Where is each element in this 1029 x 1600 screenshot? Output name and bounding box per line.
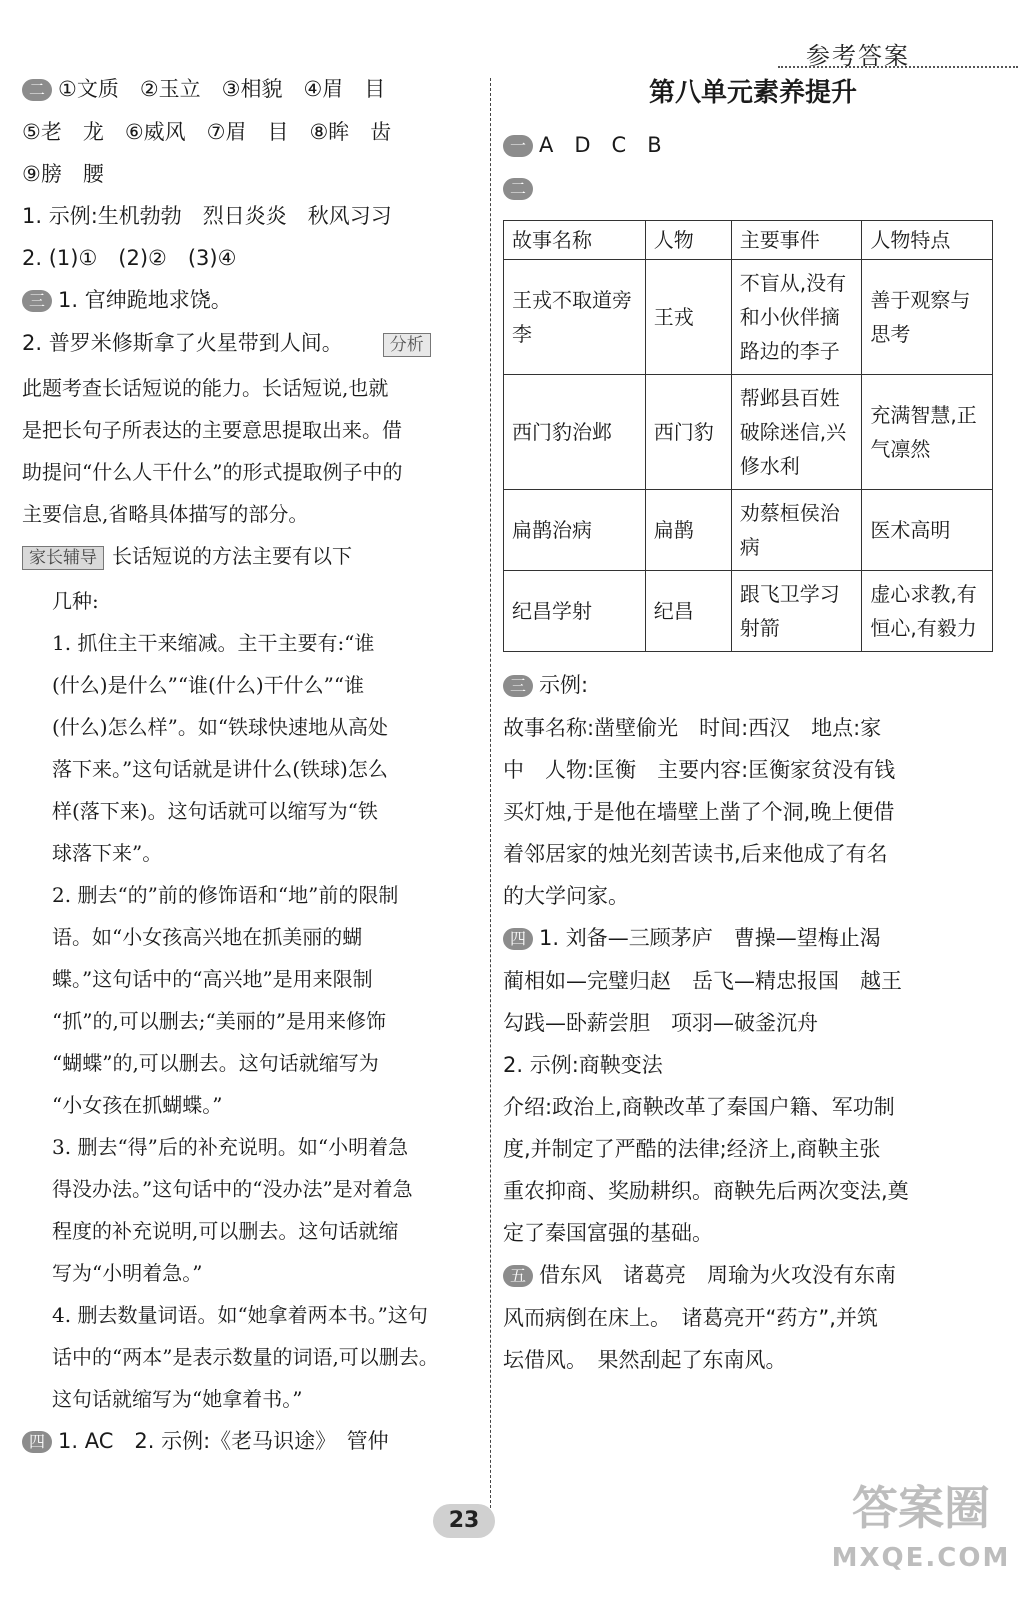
r-s3-line: 买灯烛,于是他在墙壁上凿了个洞,晚上便借	[503, 800, 895, 824]
table-row	[504, 490, 993, 571]
r-s4-line: 蔺相如—完璧归赵 岳飞—精忠报国 越王	[503, 969, 902, 993]
section-badge-4: 四	[503, 928, 533, 950]
analysis-tag: 分析	[383, 333, 431, 357]
r-s4-line: 度,并制定了严酷的法律;经济上,商鞅主张	[503, 1137, 881, 1161]
r-s4-first: 四 1. 刘备—三顾茅庐 曹操—望梅止渴	[503, 927, 1003, 950]
r-s4-line: 定了秦国富强的基础。	[503, 1221, 713, 1245]
r-s3-line: 故事名称:凿壁偷光 时间:西汉 地点:家	[503, 716, 882, 740]
table-cell: 王戎	[645, 260, 731, 375]
watermark-logo	[826, 1478, 1016, 1588]
r-s4-line: 2. 示例:商鞅变法	[503, 1053, 663, 1077]
parent-guide-line: 得没办法。”这句话中的“没办法”是对着急	[52, 1177, 413, 1201]
table-cell: 王戎不取道旁李	[504, 260, 646, 375]
right-column	[503, 78, 1003, 1391]
column-divider	[490, 78, 491, 1518]
parent-guide-line: “抓”的,可以删去;“美丽的”是用来修饰	[52, 1009, 386, 1033]
parent-guide-line: 蝶。”这句话中的“高兴地”是用来限制	[52, 967, 373, 991]
r-s3-head: 三 示例:	[503, 674, 1003, 697]
s3-line-1: 三 1. 官绅跪地求饶。	[22, 289, 477, 312]
table-row	[504, 375, 993, 490]
parent-guide-line: 话中的“两本”是表示数量的词语,可以删去。	[52, 1345, 439, 1369]
watermark-top: 答案圈	[852, 1481, 990, 1535]
watermark-bottom: MXQE.COM	[831, 1543, 1011, 1573]
table-header-row	[504, 221, 993, 260]
r-s4-line: 勾践—卧薪尝胆 项羽—破釜沉舟	[503, 1011, 818, 1035]
table-cell: 纪昌	[645, 571, 731, 652]
table-row	[504, 260, 993, 375]
parent-guide-tag: 家长辅导	[22, 546, 104, 570]
header-rule	[778, 66, 1018, 68]
table-header: 主要事件	[731, 221, 862, 260]
parent-guide-line: “蝴蝶”的,可以删去。这句话就缩写为	[52, 1051, 379, 1075]
s2-answer-2: 2. (1)① (2)② (3)④	[22, 246, 237, 270]
r-s3-line: 中 人物:匡衡 主要内容:匡衡家贫没有钱	[503, 758, 896, 782]
table-cell: 善于观察与思考	[862, 260, 993, 375]
section-badge-4: 四	[22, 1431, 52, 1453]
parent-guide-line: 1. 抓住主干来缩减。主干主要有:“谁	[52, 631, 375, 655]
table-cell: 劝蔡桓侯治病	[731, 490, 862, 571]
parent-guide-line: 4. 删去数量词语。如“她拿着两本书。”这句	[52, 1303, 428, 1327]
analysis-line: 此题考查长话短说的能力。长话短说,也就	[22, 376, 389, 400]
parent-guide-line: 语。如“小女孩高兴地在抓美丽的蝴	[52, 925, 363, 949]
parent-guide-line: 样(落下来)。这句话就可以缩写为“铁	[52, 799, 378, 823]
table-cell: 虚心求教,有恒心,有毅力	[862, 571, 993, 652]
table-cell: 西门豹治邺	[504, 375, 646, 490]
table-cell: 西门豹	[645, 375, 731, 490]
parent-guide-line: 落下来。”这句话就是讲什么(铁球)怎么	[52, 757, 388, 781]
s3-line-2: 2. 普罗米修斯拿了火星带到人间。 分析	[22, 332, 477, 357]
section-badge-5: 五	[503, 1265, 533, 1287]
parent-guide-line: “小女孩在抓蝴蝶。”	[52, 1093, 223, 1117]
parent-guide-line: 程度的补充说明,可以删去。这句话就缩	[52, 1219, 399, 1243]
table-cell: 扁鹊治病	[504, 490, 646, 571]
table-cell: 充满智慧,正气凛然	[862, 375, 993, 490]
parent-guide-line: 2. 删去“的”前的修饰语和“地”前的限制	[52, 883, 399, 907]
analysis-line: 助提问“什么人干什么”的形式提取例子中的	[22, 460, 403, 484]
s2-line-1: 二 ①文质 ②玉立 ③相貌 ④眉 目	[22, 78, 477, 101]
r-s5-line: 风而病倒在床上。 诸葛亮开“药方”,并筑	[503, 1306, 878, 1330]
section-badge-3: 三	[503, 675, 533, 697]
parent-guide-line: 球落下来”。	[52, 841, 163, 865]
r-s5-line: 坛借风。 果然刮起了东南风。	[503, 1348, 787, 1372]
section-badge-2: 二	[503, 178, 533, 200]
page-header	[778, 34, 1018, 68]
story-table	[503, 220, 993, 652]
table-row	[504, 571, 993, 652]
table-header: 故事名称	[504, 221, 646, 260]
s2-line-3: ⑨膀 腰	[22, 162, 104, 186]
s4-line: 四 1. AC 2. 示例:《老马识途》 管仲	[22, 1430, 477, 1453]
unit-title: 第八单元素养提升	[648, 78, 857, 108]
table-cell: 帮邺县百姓破除迷信,兴修水利	[731, 375, 862, 490]
table-cell: 跟飞卫学习射箭	[731, 571, 862, 652]
parent-guide-line: 3. 删去“得”后的补充说明。如“小明着急	[52, 1135, 409, 1159]
r-s2-head	[503, 177, 1003, 200]
parent-guide-line: 几种:	[52, 589, 99, 613]
r-s3-line: 着邻居家的烛光刻苦读书,后来他成了有名	[503, 842, 888, 866]
section-badge-2: 二	[22, 79, 52, 101]
r-s3-line: 的大学问家。	[503, 884, 629, 908]
r-s4-line: 重农抑商、奖励耕织。商鞅先后两次变法,奠	[503, 1179, 909, 1203]
table-header: 人物	[645, 221, 731, 260]
parent-guide-line: 写为“小明着急。”	[52, 1261, 203, 1285]
parent-guide-line: (什么)是什么”“谁(什么)干什么”“谁	[52, 673, 365, 697]
analysis-line: 是把长句子所表达的主要意思提取出来。借	[22, 418, 402, 442]
r-s1-line: 一 A D C B	[503, 134, 1003, 157]
header-title: 参考答案	[806, 42, 910, 70]
parent-guide-line: (什么)怎么样”。如“铁球快速地从高处	[52, 715, 389, 739]
s2-example: 1. 示例:生机勃勃 烈日炎炎 秋风习习	[22, 204, 392, 228]
table-cell: 不盲从,没有和小伙伴摘路边的李子	[731, 260, 862, 375]
table-cell: 医术高明	[862, 490, 993, 571]
table-cell: 扁鹊	[645, 490, 731, 571]
table-header: 人物特点	[862, 221, 993, 260]
parent-guide-first: 家长辅导 长话短说的方法主要有以下	[22, 545, 477, 570]
r-s4-line: 介绍:政治上,商鞅改革了秦国户籍、军功制	[503, 1095, 895, 1119]
r-s5-first: 五 借东风 诸葛亮 周瑜为火攻没有东南	[503, 1264, 1003, 1287]
section-badge-3: 三	[22, 290, 52, 312]
table-cell: 纪昌学射	[504, 571, 646, 652]
analysis-line: 主要信息,省略具体描写的部分。	[22, 502, 309, 526]
left-column	[22, 78, 477, 1473]
parent-guide-line: 这句话就缩写为“她拿着书。”	[52, 1387, 303, 1411]
page-number: 23	[433, 1504, 495, 1538]
s2-line-2: ⑤老 龙 ⑥威风 ⑦眉 目 ⑧眸 齿	[22, 120, 392, 144]
section-badge-1: 一	[503, 135, 533, 157]
